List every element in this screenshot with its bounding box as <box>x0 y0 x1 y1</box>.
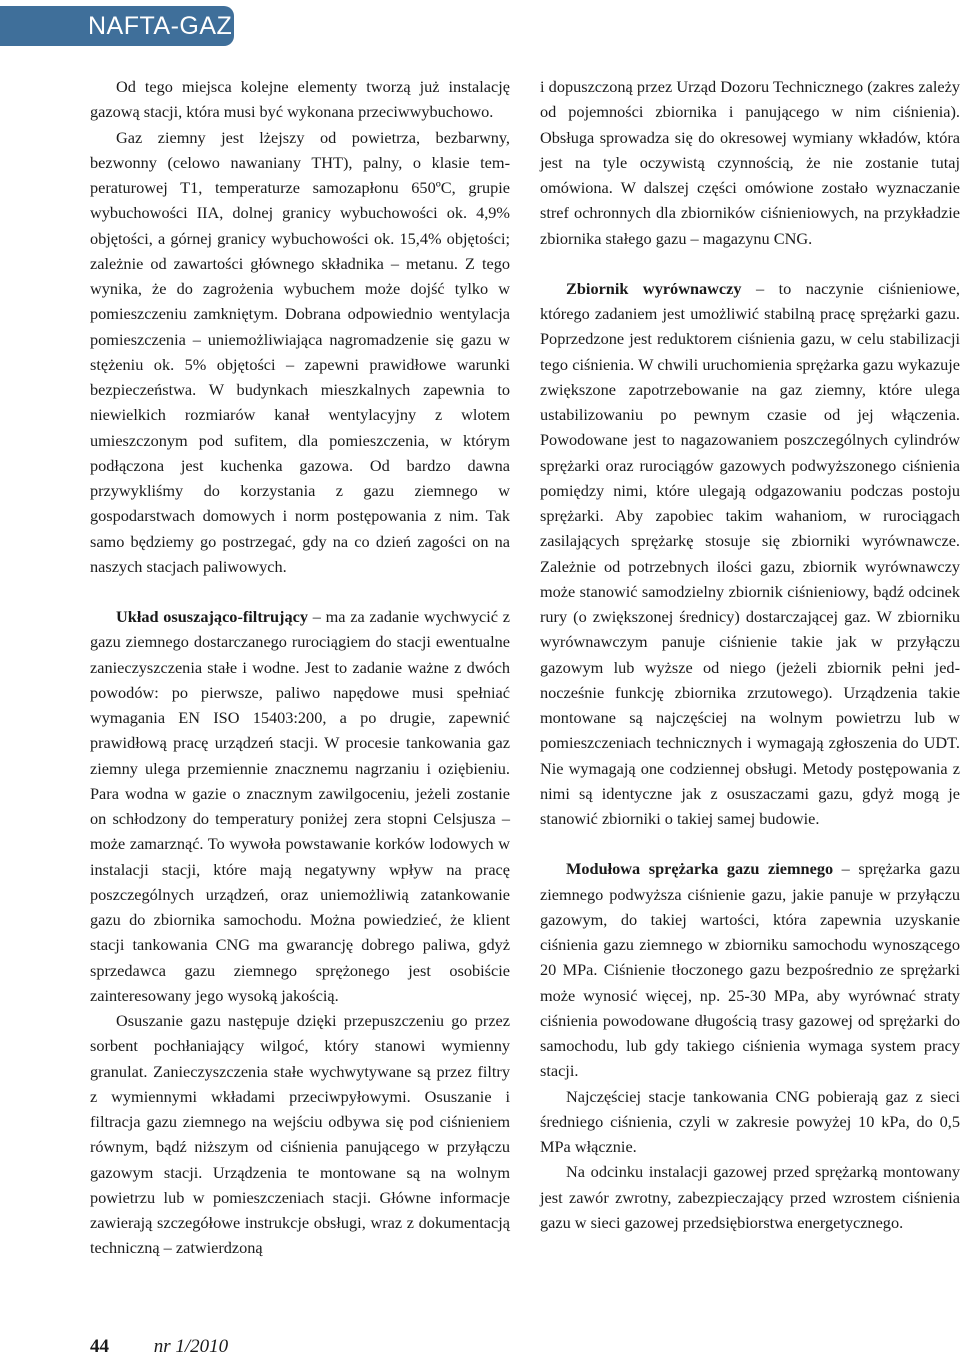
paragraph: Od tego miejsca kolejne elementy tworzą już instalację gazową stacji, która musi być wykonana przeciwwybuchowo. <box>90 77 510 122</box>
paragraph: Najczęściej stacje tankowania CNG pobierają gaz z sieci średniego ciśnienia, czyli w zakresie powyżej 10 kPa, do 0,5 MPa włącznie. <box>540 1086 960 1156</box>
paragraph <box>90 604 510 1008</box>
paragraph: Gaz ziemny jest lżejszy od powietrza, bezbarwny, bezwonny (celowo nawaniany THT), palny, o klasie temperaturowej T1, temperaturze samozapłonu 650ºC, grupie wybuchowości IIA, dolnej granicy wybuchowości ok. 4,9% objętości, a górnej granicy wybuchowości ok. 15,4% objętości; zależnie od zawartości głównego składnika – metanu. Z tego wynika, że do zagrożenia wybuchem może dojść tylko w pomieszczeniu zamkniętym. Dobrana odpowiednio wentylacja pomieszczenia – uniemożliwiająca nagromadzenie się gazu w stężeniu ok. 5% objętości – zapewni prawidłowe warunki bezpieczeństwa. W budynkach mieszkalnych zapewnia to niewielkich rozmiarów kanał wentylacyjny z wlotem umieszczonym pod sufitem, dla pomieszczenia, w którym podłączona jest kuchenka gazowa. Od bardzo dawna przywykliśmy do korzystania z gazu ziemnego w gospodarstwach domowych i norm postępowania z nim. Tak samo będziemy go postrzegać, gdy na co dzień zagości on na naszych stacjach paliwowych. <box>90 127 510 576</box>
page-footer <box>90 1336 228 1358</box>
section-heading: Układ osuszająco-filtrujący <box>116 607 308 626</box>
paragraph: Osuszanie gazu następuje dzięki przepuszczeniu go przez sorbent pochłaniający wilgoć, który stanowi wymienny granulat. Zanieczyszczenia stałe wychwytywane są przez filtry z wymiennymi wkładami przeciwpyłowymi. Osuszanie i filtracja gazu ziemnego na wejściu odbywa się pod ciśnieniem równym, bądź niższym od ciśnienia panującego w przyłączu gazowym stacji. Urządzenia te montowane są na wolnym powietrzu lub w pomieszczeniach stacji. Główne informacje zawierają szczegółowe instrukcje obsługi, wraz z dokumentacją techniczną – zatwierdzoną <box>90 1011 510 1258</box>
left-column <box>90 74 510 1261</box>
journal-header-tab <box>0 6 234 46</box>
paragraph: i dopuszczoną przez Urząd Dozoru Technicznego (zakres zależy od pojemności zbiornika i panującego w nim ciśnienia). Obsługa sprowadza się do okresowej wymiany wkładów, która jest na tyle oczywistą czynnością, że nie zostanie tutaj omówiona. W dalszej części omówione zostało wyznaczanie stref ochronnych dla zbiorników ciśnieniowych, na przykładzie zbiornika stałego gazu – magazynu CNG. <box>540 77 960 248</box>
paragraph-text: – ma za zadanie wychwycić z gazu ziemnego dostarczanego rurociągiem do stacji ewentualne zanieczyszczenia stałe i wodne. Jest to zadanie ważne z dwóch powodów: po pierwsze, paliwo napędowe musi spełniać wymagania EN ISO 15403:200, a po drugie, zapewnić prawidłową pracę urządzeń stacji. W procesie tankowania gaz ziemny ulega przemiennie znacznemu nagrzaniu i oziębieniu. Para wodna w gazie o znacznym zawilgoceniu, jeżeli zostanie on schłodzony do temperatury poniżej zera stopni Celsjusza – może zamarznąć. To wywoła powstawanie korków lodowych w instalacji stacji, które mają negatywny wpływ na pracę poszczególnych urządzeń, oraz uniemożliwią zatankowanie gazu do zbiornika samochodu. Można powiedzieć, że klient stacji tankowania CNG ma gwarancję dobrego paliwa, gdyż sprzedawca gazu ziemnego sprężonego jest osobiście zainteresowany jego wysoką jakością. <box>90 607 510 1005</box>
journal-title: NAFTA-GAZ <box>88 12 233 40</box>
paragraph: Na odcinku instalacji gazowej przed sprężarką montowany jest zawór zwrotny, zabezpieczający przed wzrostem ciśnienia gazu w sieci gazowej przedsiębiorstwa energetycznego. <box>540 1162 960 1232</box>
paragraph-text: – sprężarka gazu ziemnego podwyższa ciśnienie gazu, jakie panuje w przyłączu gazowym, do takiej wartości, która zapewnia uzyskanie ciśnienia gazu ziemnego w zbiorniku samochodu wynoszącego 20 MPa. Ciśnienie tłoczonego gazu bezpośrednio ze sprężarki może wynosić więcej, np. 25-30 MPa, aby wyrównać straty ciśnienia powodowane długością trasy gazowej od sprężarki do samochodu, lub gdy takiego ciśnienia wymaga system pracy stacji. <box>540 859 960 1081</box>
paragraph-text: – to naczynie ciśnieniowe, którego zadaniem jest umożliwić stabilną pracę sprężarki gazu. Poprzedzone jest reduktorem ciśnienia gazu, w celu stabilizacji tego ciśnienia. W chwili uruchomienia sprężarka gazu wykazuje zwiększone zapotrzebowanie na gaz ziemny, które ulega ustabilizowaniu po pewnym czasie od jej włączenia. Powodowane jest to nagazowaniem poszczególnych cylindrów sprężarki oraz rurociągów gazowych podwyższonego ciśnienia pomiędzy nimi, które ulegają odgazowaniu podczas postoju sprężarki. Aby zapobiec takim wahaniom, w rurociągach zasilających sprężarkę stosuje się zbiorniki wyrównawcze. Zależnie od potrzebnych ilości gazu, zbiornik wyrównawczy może stanowić samodzielny zbiornik ciśnieniowy, bądź odcinek rury (o zwiększonej średnicy) dostarczającej gaz. W zbiorniku wyrównawczym panuje ciśnienie takie jak w przyłączu gazowym lub wyższe od niego (jeżeli zbiornik pełni jednocześnie funkcję zbiornika zrzutowego). Urządzenia takie montowane są najczęściej na wolnym powietrzu lub w pomieszczeniach technicznych i wymagają zgłoszenia do UDT. Nie wymagają one codziennej obsługi. Metody postępowania z nimi są identyczne jak z osuszaczami gazu, gdyż mogą je stanowić zbiorniki o takiej samej budowie. <box>540 278 960 828</box>
issue-number: nr 1/2010 <box>153 1336 229 1357</box>
paragraph-gap <box>540 831 960 856</box>
paragraph-gap <box>540 251 960 276</box>
paragraph <box>540 856 960 1083</box>
section-heading: Modułowa sprężarka gazu ziemnego <box>566 859 834 879</box>
section-heading: Zbiornik wyrównawczy <box>566 278 742 298</box>
right-column <box>540 74 960 1235</box>
paragraph-gap <box>90 579 510 604</box>
page-number: 44 <box>90 1336 109 1357</box>
paragraph <box>540 276 960 832</box>
